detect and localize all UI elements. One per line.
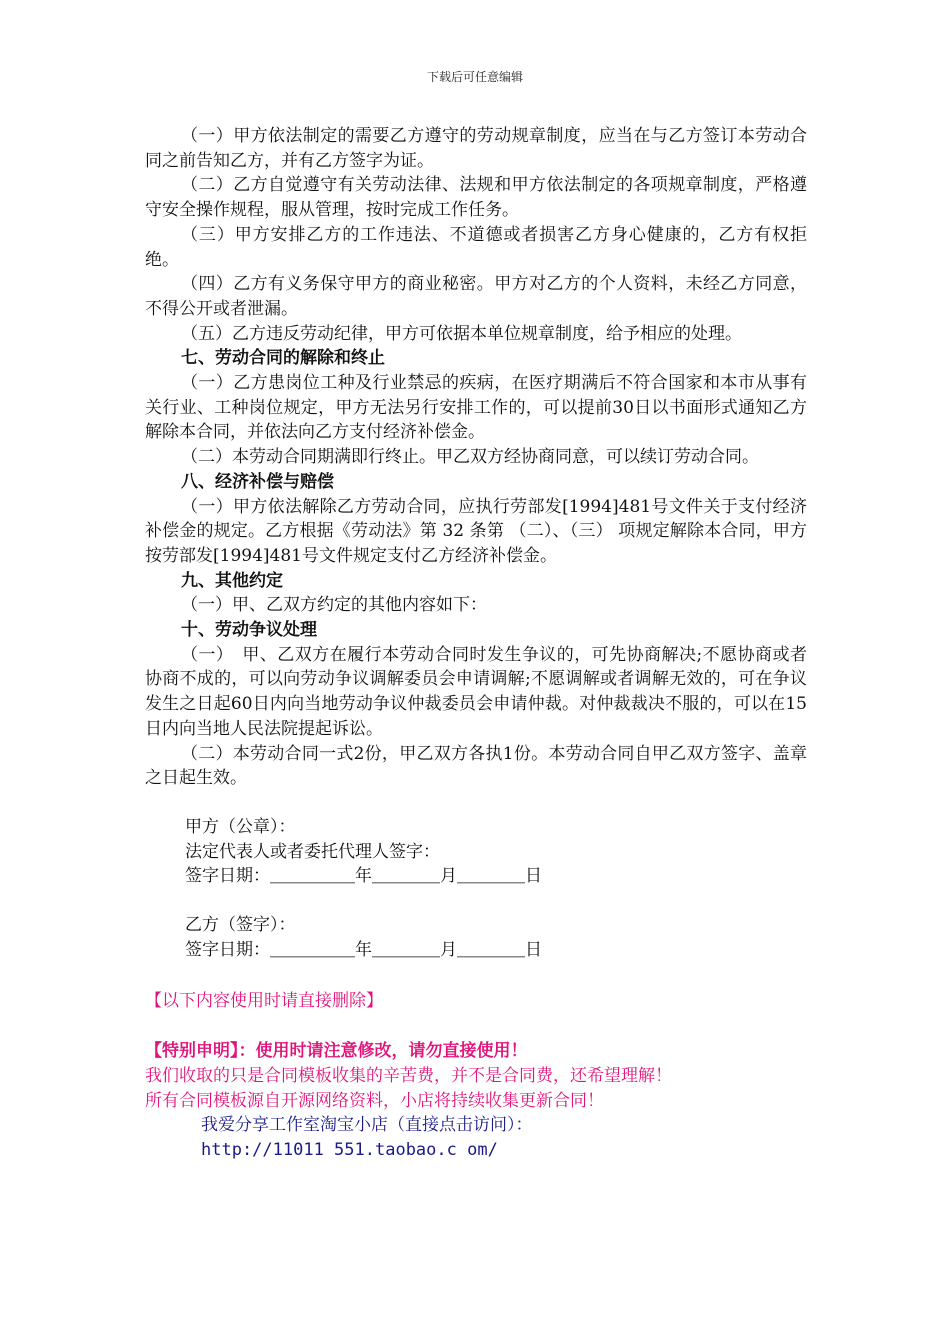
section-heading-7: 七、劳动合同的解除和终止	[181, 348, 385, 369]
clause-paragraph: （二）本劳动合同期满即行终止。甲乙双方经协商同意，可以续订劳动合同。	[181, 447, 759, 468]
delete-notice: 【以下内容使用时请直接删除】	[145, 990, 383, 1011]
party-b-sign-date: 签字日期：＿＿＿＿＿年＿＿＿＿月＿＿＿＿日	[185, 939, 542, 960]
document-body	[145, 124, 807, 1163]
clause-paragraph: （三）甲方安排乙方的工作违法、不道德或者损害乙方身心健康的，乙方有权拒绝。	[145, 224, 807, 270]
spacer	[145, 963, 807, 989]
clause-paragraph: （二）本劳动合同一式2份，甲乙双方各执1份。本劳动合同自甲乙双方签字、盖章之日起生效。	[145, 743, 807, 789]
spacer	[145, 1013, 807, 1039]
section-heading-9: 九、其他约定	[181, 570, 283, 591]
clause-paragraph: （一） 甲、乙双方在履行本劳动合同时发生争议的，可先协商解决;不愿协商或者协商不成的，可以向劳动争议调解委员会申请调解;不愿调解或者调解无效的，可在争议发生之日起60日内向当地劳动争议仲裁委员会申请仲裁。对仲裁裁决不服的，可以在15日内向当地人民法院提起诉讼。	[145, 644, 807, 739]
source-notice: 所有合同模板源自开源网络资料，小店将持续收集更新合同！	[145, 1090, 604, 1111]
notice-block	[145, 989, 807, 1163]
shop-line: 我爱分享工作室淘宝小店（直接点击访问）：	[201, 1115, 533, 1136]
section-heading-8: 八、经济补偿与赔偿	[181, 471, 334, 492]
clause-paragraph: （五）乙方违反劳动纪律，甲方可依据本单位规章制度，给予相应的处理。	[181, 323, 742, 344]
page-header: 下载后可任意编辑	[426, 70, 523, 84]
spacer	[145, 791, 807, 815]
clause-paragraph: （一）甲方依法解除乙方劳动合同，应执行劳部发[1994]481号文件关于支付经济补偿金的规定。乙方根据《劳动法》第 32 条第 （二）、（三） 项规定解除本合同，甲方按劳部发[1994]481号文件规定支付乙方经济补偿金。	[145, 496, 807, 566]
special-statement: 【特别申明】：使用时请注意修改，请勿直接使用！	[145, 1041, 528, 1062]
clause-paragraph: （一）甲方依法制定的需要乙方遵守的劳动规章制度，应当在与乙方签订本劳动合同之前告知乙方，并有乙方签字为证。	[145, 126, 807, 171]
clause-paragraph: （一）乙方患岗位工种及行业禁忌的疾病，在医疗期满后不符合国家和本市从事有关行业、工种岗位规定，甲方无法另行安排工作的，可以提前30日以书面形式通知乙方解除本合同，并依法向乙方支付经济补偿金。	[145, 373, 807, 443]
section-heading-10: 十、劳动争议处理	[181, 620, 317, 641]
party-a-seal: 甲方（公章）：	[185, 816, 296, 837]
representative-signature: 法定代表人或者委托代理人签字：	[185, 841, 440, 862]
signature-block	[145, 815, 807, 963]
spacer	[145, 889, 807, 913]
party-a-sign-date: 签字日期：＿＿＿＿＿年＿＿＿＿月＿＿＿＿日	[185, 866, 542, 887]
clause-paragraph: （二）乙方自觉遵守有关劳动法律、法规和甲方依法制定的各项规章制度，严格遵守安全操作规程，服从管理，按时完成工作任务。	[145, 175, 807, 221]
clause-paragraph: （一）甲、乙双方约定的其他内容如下：	[181, 595, 487, 616]
fee-notice: 我们收取的只是合同模板收集的辛苦费，并不是合同费，还希望理解！	[145, 1065, 672, 1086]
clause-paragraph: （四）乙方有义务保守甲方的商业秘密。甲方对乙方的个人资料，未经乙方同意，不得公开或者泄漏。	[145, 274, 807, 319]
shop-link[interactable]: http://11011 551.taobao.c om/	[201, 1140, 498, 1161]
party-b-signature: 乙方（签字）：	[185, 915, 296, 936]
